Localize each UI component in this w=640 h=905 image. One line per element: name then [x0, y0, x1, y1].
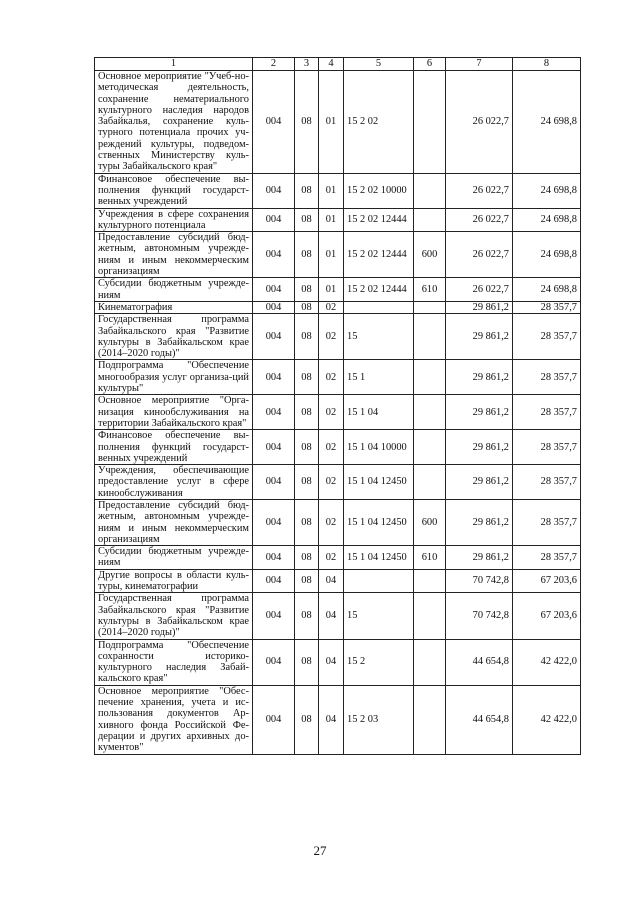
- table-row: [95, 569, 581, 593]
- table-cell: 15 2 02 12444: [344, 278, 414, 302]
- table-cell: Финансовое обеспечение вы-полнения функций государст-венных учреждений: [95, 173, 253, 208]
- table-cell: 28 357,7: [513, 430, 581, 465]
- table-cell: 24 698,8: [513, 208, 581, 232]
- table-cell: 08: [295, 685, 319, 754]
- table-cell: 28 357,7: [513, 360, 581, 395]
- table-cell: 28 357,7: [513, 465, 581, 500]
- table-cell: 24 698,8: [513, 71, 581, 174]
- table-cell: 08: [295, 360, 319, 395]
- table-cell: Финансовое обеспечение вы-полнения функций государст-венных учреждений: [95, 430, 253, 465]
- table-row: [95, 499, 581, 545]
- table-cell: [414, 569, 446, 593]
- table-row: [95, 593, 581, 639]
- table-cell: 004: [253, 430, 295, 465]
- table-row: [95, 173, 581, 208]
- column-header-1: 1: [95, 58, 253, 71]
- table-cell: [414, 208, 446, 232]
- table-cell: 70 742,8: [446, 569, 513, 593]
- table-cell: 28 357,7: [513, 395, 581, 430]
- table-row: [95, 685, 581, 754]
- table-row: [95, 301, 581, 313]
- table-cell: 15 1: [344, 360, 414, 395]
- table-cell: 600: [414, 499, 446, 545]
- table-cell: 08: [295, 569, 319, 593]
- table-cell: [414, 314, 446, 360]
- table-cell: [414, 639, 446, 685]
- table-cell: 004: [253, 569, 295, 593]
- table-cell: 004: [253, 301, 295, 313]
- table-cell: 01: [319, 71, 344, 174]
- table-cell: [344, 301, 414, 313]
- table-cell: 02: [319, 360, 344, 395]
- table-row: [95, 232, 581, 278]
- table-row: [95, 71, 581, 174]
- table-cell: 29 861,2: [446, 465, 513, 500]
- table-cell: 44 654,8: [446, 639, 513, 685]
- table-cell: 29 861,2: [446, 395, 513, 430]
- table-cell: Основное мероприятие "Обес-печение хранения, учета и ис-пользования документов Ар-хивного фонда Российской Фе-дерации и других архивных до-кументов": [95, 685, 253, 754]
- table-row: [95, 395, 581, 430]
- table-cell: [344, 569, 414, 593]
- table-cell: 08: [295, 465, 319, 500]
- table-cell: 01: [319, 278, 344, 302]
- table-cell: 004: [253, 71, 295, 174]
- table-cell: 15 2 02 12444: [344, 208, 414, 232]
- table-cell: 004: [253, 639, 295, 685]
- table-cell: 02: [319, 301, 344, 313]
- table-cell: 26 022,7: [446, 71, 513, 174]
- table-body: [95, 71, 581, 755]
- table-cell: 04: [319, 639, 344, 685]
- table-cell: 29 861,2: [446, 314, 513, 360]
- table-row: [95, 430, 581, 465]
- table-cell: 004: [253, 232, 295, 278]
- table-cell: Предоставление субсидий бюд-жетным, автономным учрежде-ниям и иным некоммерческим организациям: [95, 499, 253, 545]
- table-cell: 004: [253, 314, 295, 360]
- table-cell: 004: [253, 173, 295, 208]
- table-cell: Учреждения, обеспечивающие предоставление услуг в сфере кинообслуживания: [95, 465, 253, 500]
- table-cell: 08: [295, 232, 319, 278]
- table-cell: 29 861,2: [446, 546, 513, 570]
- table-cell: 004: [253, 278, 295, 302]
- table-cell: [414, 430, 446, 465]
- table-cell: Субсидии бюджетным учрежде-ниям: [95, 546, 253, 570]
- table-cell: 08: [295, 395, 319, 430]
- table-cell: 15 1 04 12450: [344, 499, 414, 545]
- table-cell: 26 022,7: [446, 208, 513, 232]
- table-cell: 15 2 02 12444: [344, 232, 414, 278]
- table-cell: 02: [319, 546, 344, 570]
- column-header-3: 3: [295, 58, 319, 71]
- table-cell: 15 1 04 10000: [344, 430, 414, 465]
- table-cell: Предоставление субсидий бюд-жетным, автономным учрежде-ниям и иным некоммерческим организациям: [95, 232, 253, 278]
- table-cell: Субсидии бюджетным учрежде-ниям: [95, 278, 253, 302]
- table-cell: 004: [253, 593, 295, 639]
- table-cell: 02: [319, 430, 344, 465]
- table-cell: 28 357,7: [513, 499, 581, 545]
- table-cell: Кинематография: [95, 301, 253, 313]
- column-header-4: 4: [319, 58, 344, 71]
- table-cell: 15 2 02: [344, 71, 414, 174]
- table-cell: 04: [319, 569, 344, 593]
- table-cell: 004: [253, 208, 295, 232]
- table-cell: 42 422,0: [513, 685, 581, 754]
- table-cell: 02: [319, 314, 344, 360]
- table-cell: 15: [344, 314, 414, 360]
- table-cell: 29 861,2: [446, 301, 513, 313]
- table-cell: Государственная программа Забайкальского края "Развитие культуры в Забайкальском крае (2014–2020 годы)": [95, 593, 253, 639]
- table-cell: Государственная программа Забайкальского края "Развитие культуры в Забайкальском крае (2014–2020 годы)": [95, 314, 253, 360]
- table-cell: 08: [295, 208, 319, 232]
- table-cell: 004: [253, 465, 295, 500]
- table-cell: 004: [253, 685, 295, 754]
- table-cell: Основное мероприятие "Учеб-но-методическая деятельность, сохранение нематериального культурного наследия народов Забайкалья, сохранение куль-турного потенциала прочих уч-реждений культуры, подведом-ственных Министерству куль-туры Забайкальского края": [95, 71, 253, 174]
- table-cell: 15 2 03: [344, 685, 414, 754]
- table-cell: Подпрограмма "Обеспечение многообразия услуг организа-ций культуры": [95, 360, 253, 395]
- table-cell: 004: [253, 395, 295, 430]
- column-header-7: 7: [446, 58, 513, 71]
- table-cell: 02: [319, 465, 344, 500]
- table-cell: 67 203,6: [513, 593, 581, 639]
- table-cell: 70 742,8: [446, 593, 513, 639]
- table-cell: [414, 71, 446, 174]
- table-cell: [414, 593, 446, 639]
- table-cell: Другие вопросы в области куль-туры, кинематографии: [95, 569, 253, 593]
- table-cell: 29 861,2: [446, 499, 513, 545]
- table-cell: 24 698,8: [513, 278, 581, 302]
- table-cell: 08: [295, 314, 319, 360]
- table-cell: 26 022,7: [446, 173, 513, 208]
- table-cell: 004: [253, 546, 295, 570]
- table-cell: 610: [414, 278, 446, 302]
- budget-table: [94, 57, 581, 755]
- table-cell: 02: [319, 499, 344, 545]
- table-cell: 26 022,7: [446, 232, 513, 278]
- table-cell: 44 654,8: [446, 685, 513, 754]
- table-cell: 15 1 04: [344, 395, 414, 430]
- table-cell: 28 357,7: [513, 314, 581, 360]
- table-cell: 08: [295, 71, 319, 174]
- table-row: [95, 278, 581, 302]
- page-number: 27: [313, 843, 327, 858]
- table-cell: 24 698,8: [513, 173, 581, 208]
- table-cell: 15 1 04 12450: [344, 546, 414, 570]
- column-header-2: 2: [253, 58, 295, 71]
- table-cell: [414, 685, 446, 754]
- table-cell: Подпрограмма "Обеспечение сохранности историко-культурного наследия Забай-кальского края": [95, 639, 253, 685]
- table-cell: 29 861,2: [446, 430, 513, 465]
- table-cell: 01: [319, 173, 344, 208]
- table-row: [95, 546, 581, 570]
- table-cell: 01: [319, 232, 344, 278]
- table-cell: 004: [253, 360, 295, 395]
- table-cell: 08: [295, 278, 319, 302]
- table-cell: 15 2: [344, 639, 414, 685]
- table-cell: 15: [344, 593, 414, 639]
- table-cell: 004: [253, 499, 295, 545]
- table-cell: 08: [295, 430, 319, 465]
- table-cell: 04: [319, 685, 344, 754]
- table-cell: [414, 360, 446, 395]
- table-cell: 15 2 02 10000: [344, 173, 414, 208]
- column-header-6: 6: [414, 58, 446, 71]
- table-row: [95, 639, 581, 685]
- table-row: [95, 314, 581, 360]
- table-cell: 28 357,7: [513, 301, 581, 313]
- table-cell: 08: [295, 639, 319, 685]
- table-cell: [414, 173, 446, 208]
- table-cell: 42 422,0: [513, 639, 581, 685]
- table-cell: 67 203,6: [513, 569, 581, 593]
- table-cell: 29 861,2: [446, 360, 513, 395]
- table-cell: 08: [295, 173, 319, 208]
- table-cell: 08: [295, 499, 319, 545]
- table-cell: 600: [414, 232, 446, 278]
- table-cell: 15 1 04 12450: [344, 465, 414, 500]
- table-header-row: [95, 58, 581, 71]
- table-cell: 08: [295, 546, 319, 570]
- table-cell: [414, 301, 446, 313]
- table-cell: 24 698,8: [513, 232, 581, 278]
- table-cell: Учреждения в сфере сохранения культурного потенциала: [95, 208, 253, 232]
- table-cell: 28 357,7: [513, 546, 581, 570]
- table-cell: 01: [319, 208, 344, 232]
- table-cell: 08: [295, 593, 319, 639]
- table-cell: Основное мероприятие "Орга-низация кинообслуживания на территории Забайкальского края": [95, 395, 253, 430]
- column-header-5: 5: [344, 58, 414, 71]
- table-row: [95, 208, 581, 232]
- table-cell: 08: [295, 301, 319, 313]
- table-cell: 26 022,7: [446, 278, 513, 302]
- table-cell: 610: [414, 546, 446, 570]
- column-header-8: 8: [513, 58, 581, 71]
- table-cell: 04: [319, 593, 344, 639]
- table-row: [95, 465, 581, 500]
- table-cell: [414, 465, 446, 500]
- table-row: [95, 360, 581, 395]
- table-cell: [414, 395, 446, 430]
- table-cell: 02: [319, 395, 344, 430]
